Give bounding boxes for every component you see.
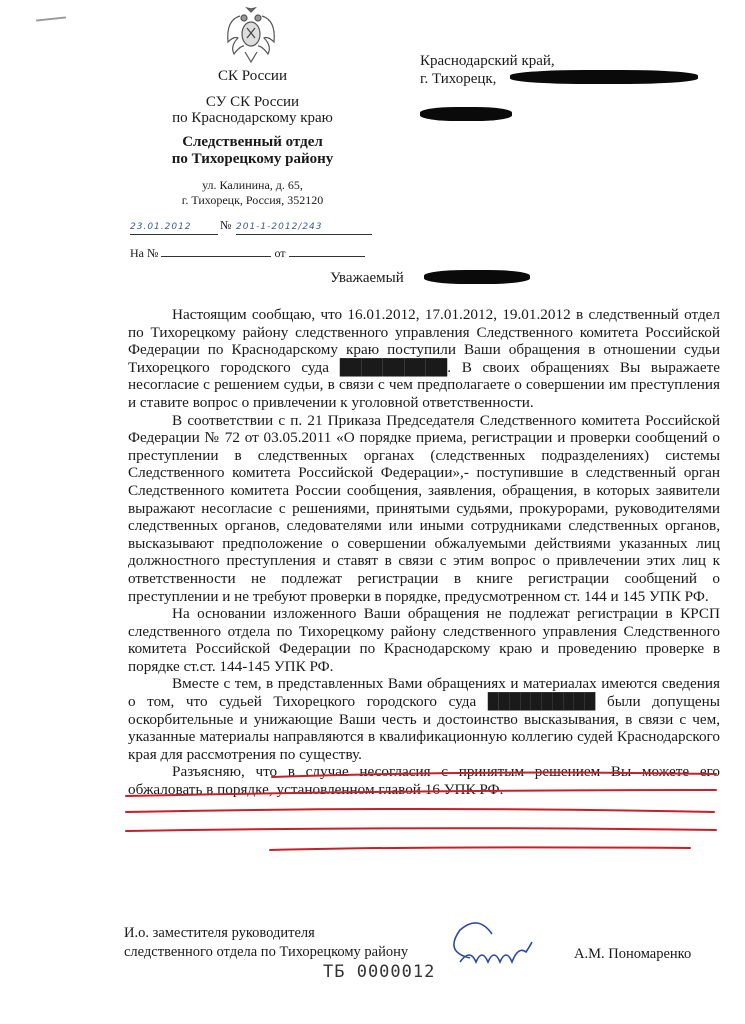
letterhead-region: по Краснодарскому краю (172, 110, 333, 126)
salutation: Уважаемый (330, 270, 404, 286)
redaction-salutation-name (424, 270, 530, 284)
handwritten-signature (440, 918, 560, 972)
registration-date-value: 23.01.2012 (130, 222, 192, 232)
coat-of-arms-emblem (222, 6, 280, 66)
reference-number-label: На № (130, 246, 159, 260)
reference-date-label: от (274, 246, 286, 260)
redaction-addressee-street (510, 70, 698, 84)
letterhead-dept: СУ СК России (205, 94, 300, 110)
body-paragraph-5: Разъясняю, что в случае несогласия с принятым решением Вы можете его обжаловать в порядке, установленном главой 16 УПК РФ. (128, 763, 720, 799)
redaction-addressee-name (420, 107, 512, 121)
letter-body (128, 306, 720, 799)
letterhead-org-short: СК России (218, 68, 287, 84)
body-paragraph-1: Настоящим сообщаю, что 16.01.2012, 17.01.2012, 19.01.2012 в следственный отдел по Тихорецкому району следственного управления Следственного комитета Российской Федерации по Краснодарскому краю поступили Ваши обращения в отношении судьи Тихорецкого городского суда ██████████. В своих обращениях Вы выражаете несогласие с решением судьи, в связи с чем предполагаете о совершении им преступления и ставите вопрос о привлечении к уголовной ответственности. (128, 306, 720, 411)
stamp-number: ТБ 0000012 (323, 962, 436, 982)
letterhead-address-city: г. Тихорецк, Россия, 352120 (181, 193, 324, 207)
letterhead-unit: Следственный отдел (182, 134, 323, 150)
body-paragraph-2: В соответствии с п. 21 Приказа Председателя Следственного комитета Российской Федерации № 72 от 03.05.2011 «О порядке приема, регистрации и проверки сообщений о преступлении в следственных органах (следственных подразделениях) системы Следственного комитета Российской Федерации»,- поступившие в следственный орган Следственного комитета России сообщения, заявления, обращения, в которых заявители выражают несогласие с решениями, принятыми судьями, прокурорами, руководителями следственных органов, следователями или иными сотрудниками следственных органов, высказывают предположение о совершении обжалуемыми действиями указанных лиц должностного преступления и ставят в связи с этим вопрос о привлечении этих лиц к ответственности не подлежат регистрации в книге регистрации сообщений о преступлении и не требуют проверки в порядке, предусмотренном ст. 144 и 145 УПК РФ. (128, 411, 720, 605)
letterhead-unit-area: по Тихорецкому району (171, 151, 334, 167)
corner-mark (36, 16, 66, 21)
signer-name: А.М. Пономаренко (574, 946, 692, 962)
body-paragraph-3: На основании изложенного Ваши обращения не подлежат регистрации в КРСП следственного отдела по Тихорецкому району следственного управления Следственного комитета Российской Федерации по Краснодарскому краю и проведению проверке в порядке ст.ст. 144-145 УПК РФ. (128, 605, 720, 675)
addressee-region: Краснодарский край, (420, 53, 555, 69)
reference-number-blank (161, 246, 271, 257)
registration-number-value: 201-1-2012/243 (236, 222, 323, 232)
addressee-city: г. Тихорецк, (420, 71, 497, 87)
body-paragraph-4: Вместе с тем, в представленных Вами обращениях и материалах имеются сведения о том, что судьей Тихорецкого городского суда ██████████ были допущены оскорбительные и унижающие Ваши честь и достоинство высказывания, в связи с чем, указанные материалы направляются в квалификационную коллегию судей Краснодарского края для рассмотрения по существу. (128, 675, 720, 763)
registration-number-label: № (220, 218, 232, 232)
signer-title-line-2: следственного отдела по Тихорецкому району (124, 944, 409, 960)
letterhead-address-street: ул. Калинина, д. 65, (202, 178, 303, 192)
reference-date-blank (289, 246, 365, 257)
registration-number (236, 218, 372, 235)
signer-title-line-1: И.о. заместителя руководителя (124, 925, 315, 941)
registration-date (130, 218, 218, 235)
reference-line (130, 246, 365, 261)
